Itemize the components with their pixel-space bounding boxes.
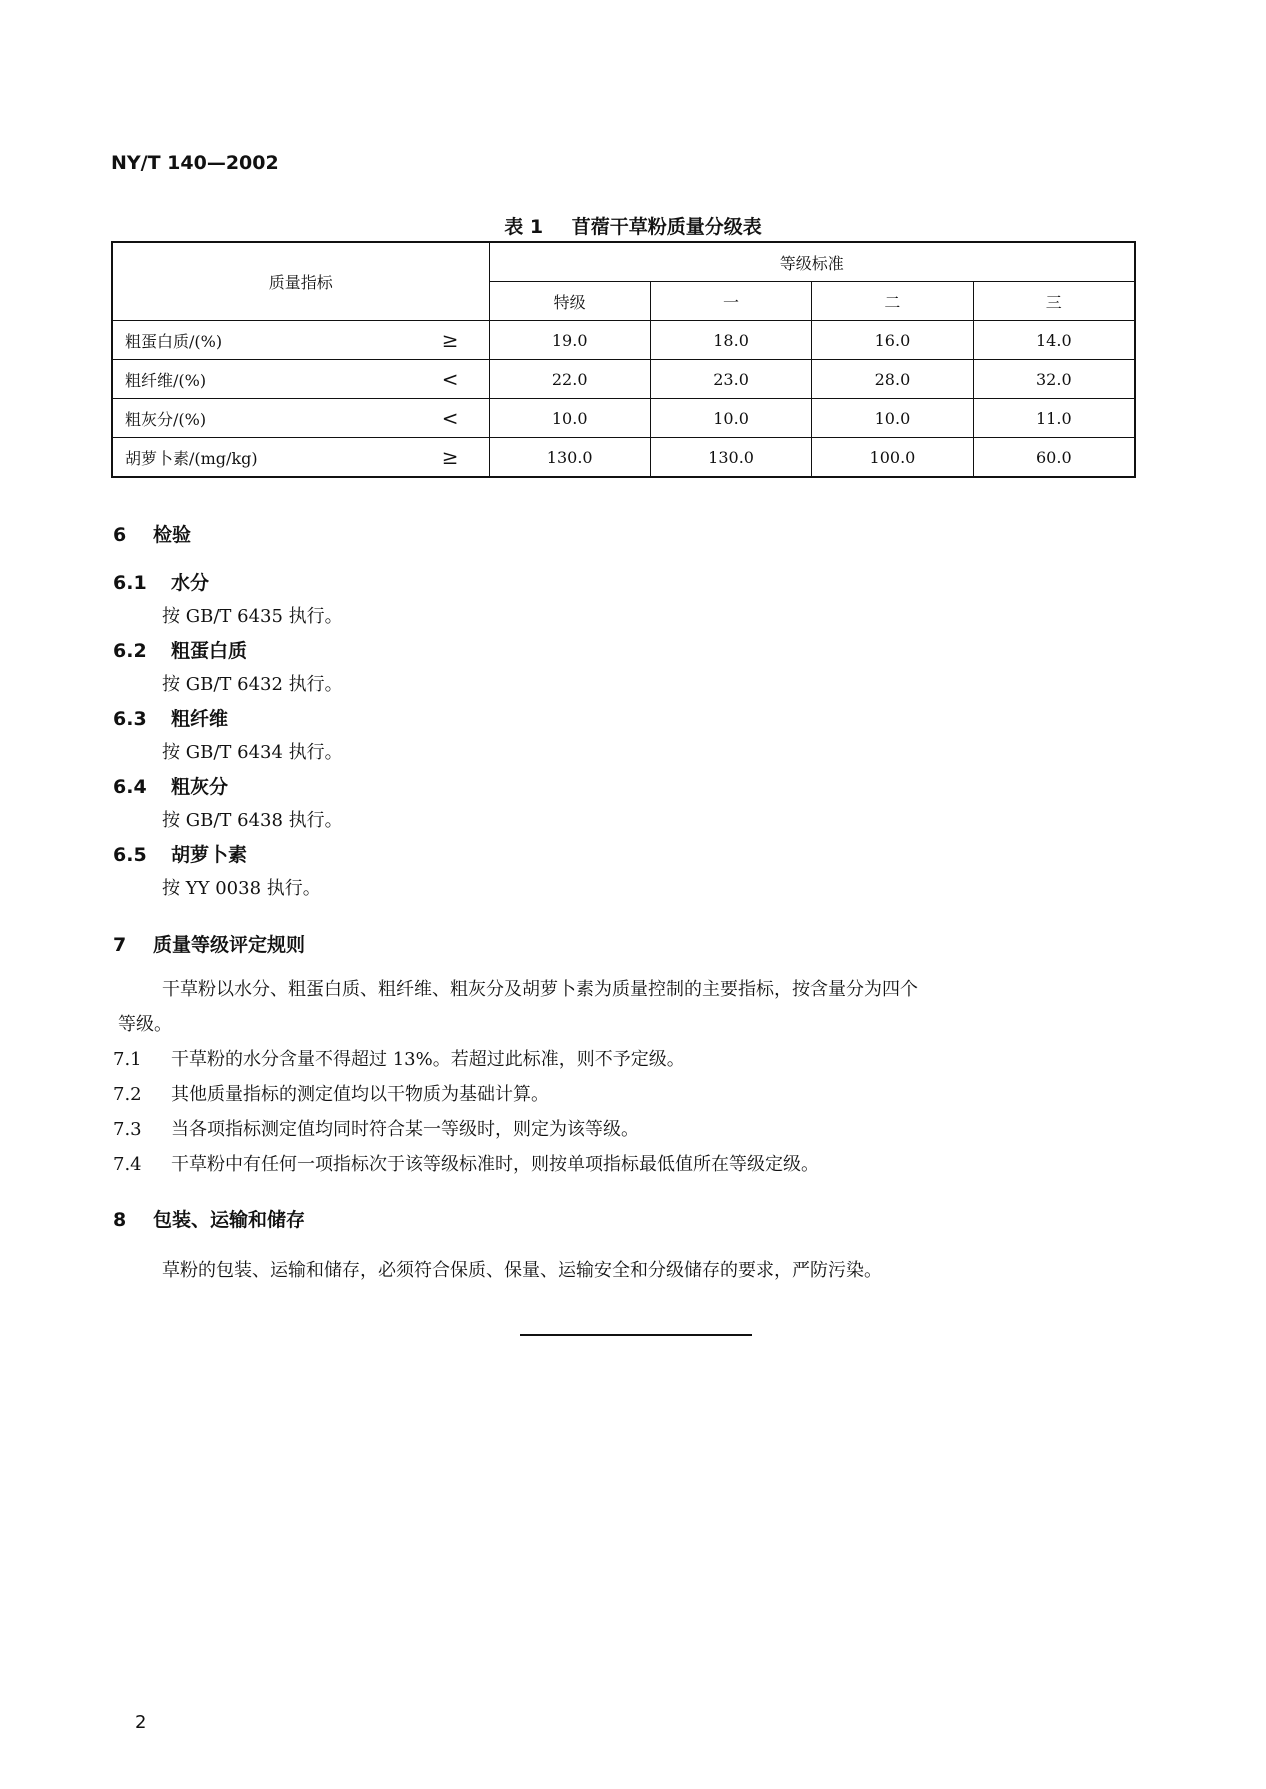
grade-header: 一 (650, 282, 811, 321)
table-cell: 23.0 (650, 360, 811, 399)
subsection-6-4-heading: 6.4 粗灰分 (113, 776, 229, 798)
row-indicator (112, 399, 489, 438)
indicator-name: 粗灰分/(%) (125, 409, 207, 429)
table-cell: 18.0 (650, 321, 811, 360)
end-rule (520, 1334, 752, 1336)
section-6-heading: 6 检验 (113, 524, 192, 546)
comparison-symbol: ≥ (441, 445, 459, 469)
section-7-intro-line1: 干草粉以水分、粗蛋白质、粗纤维、粗灰分及胡萝卜素为质量控制的主要指标，按含量分为四个 (162, 979, 918, 1000)
section-7-heading: 7 质量等级评定规则 (113, 934, 306, 956)
comparison-symbol: < (441, 406, 459, 430)
subsection-6-5-text: 按 YY 0038 执行。 (162, 878, 321, 899)
table-cell: 10.0 (650, 399, 811, 438)
table-row (112, 399, 1135, 438)
subsection-6-2-text: 按 GB/T 6432 执行。 (162, 674, 343, 695)
header-quality-index: 质量指标 (112, 242, 489, 321)
header-grade-standard: 等级标准 (489, 242, 1135, 282)
row-indicator (112, 438, 489, 478)
table-header-row (112, 242, 1135, 282)
table-cell: 130.0 (650, 438, 811, 478)
indicator-name: 胡萝卜素/(mg/kg) (125, 448, 258, 468)
indicator-name: 粗纤维/(%) (125, 370, 207, 390)
section-8-heading: 8 包装、运输和储存 (113, 1209, 306, 1231)
table-cell: 19.0 (489, 321, 650, 360)
subsection-6-2-heading: 6.2 粗蛋白质 (113, 640, 248, 662)
grade-header: 三 (973, 282, 1135, 321)
quality-grade-table (111, 241, 1136, 478)
section-7-intro-line2: 等级。 (118, 1014, 172, 1035)
table-row (112, 438, 1135, 478)
table-number: 表 1 (504, 216, 544, 238)
grade-header: 特级 (489, 282, 650, 321)
comparison-symbol: ≥ (441, 328, 459, 352)
subsection-6-5-heading: 6.5 胡萝卜素 (113, 844, 248, 866)
table-row (112, 321, 1135, 360)
subsection-6-1-text: 按 GB/T 6435 执行。 (162, 606, 343, 627)
row-indicator (112, 360, 489, 399)
table-cell: 22.0 (489, 360, 650, 399)
section-8-text: 草粉的包装、运输和储存，必须符合保质、保量、运输安全和分级储存的要求，严防污染。 (162, 1260, 882, 1281)
subsection-6-4-text: 按 GB/T 6438 执行。 (162, 810, 343, 831)
table-caption (0, 212, 1266, 239)
grade-header: 二 (812, 282, 973, 321)
subsection-6-3-heading: 6.3 粗纤维 (113, 708, 229, 730)
table-cell: 11.0 (973, 399, 1135, 438)
table-cell: 14.0 (973, 321, 1135, 360)
table-cell: 100.0 (812, 438, 973, 478)
standard-code: NY/T 140—2002 (111, 152, 279, 174)
row-indicator (112, 321, 489, 360)
page-number: 2 (135, 1712, 147, 1733)
table-cell: 16.0 (812, 321, 973, 360)
table-row (112, 360, 1135, 399)
table-cell: 10.0 (489, 399, 650, 438)
rule-7-3: 7.3 当各项指标测定值均同时符合某一等级时，则定为该等级。 (113, 1119, 639, 1140)
subsection-6-3-text: 按 GB/T 6434 执行。 (162, 742, 343, 763)
table-title: 苜蓿干草粉质量分级表 (571, 216, 762, 238)
table-cell: 130.0 (489, 438, 650, 478)
indicator-name: 粗蛋白质/(%) (125, 331, 223, 351)
rule-7-1: 7.1 干草粉的水分含量不得超过 13%。若超过此标准，则不予定级。 (113, 1049, 685, 1070)
table-cell: 32.0 (973, 360, 1135, 399)
table-cell: 28.0 (812, 360, 973, 399)
comparison-symbol: < (441, 367, 459, 391)
table-cell: 10.0 (812, 399, 973, 438)
rule-7-4: 7.4 干草粉中有任何一项指标次于该等级标准时，则按单项指标最低值所在等级定级。 (113, 1154, 819, 1175)
table-cell: 60.0 (973, 438, 1135, 478)
rule-7-2: 7.2 其他质量指标的测定值均以干物质为基础计算。 (113, 1084, 549, 1105)
subsection-6-1-heading: 6.1 水分 (113, 572, 210, 594)
